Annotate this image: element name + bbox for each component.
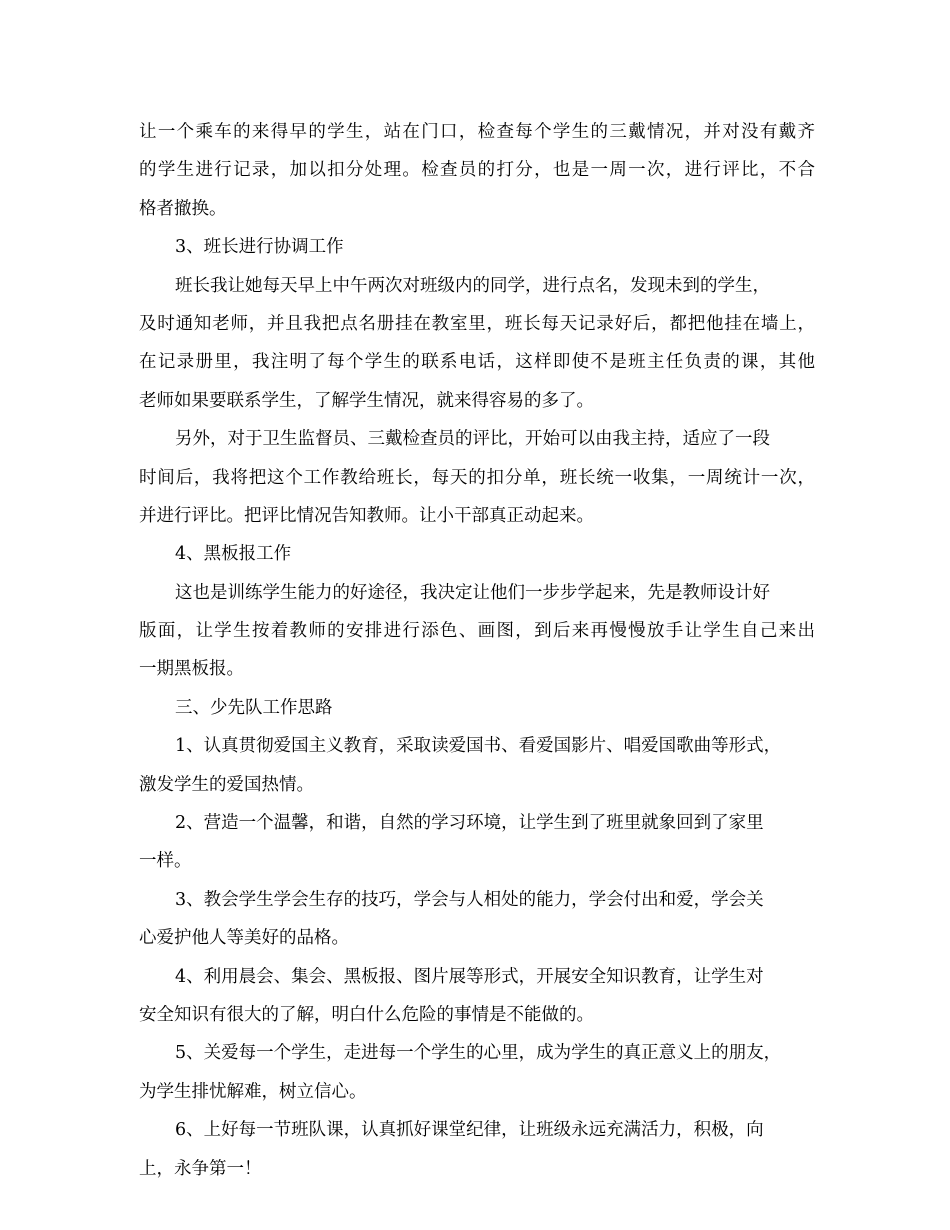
document-body — [139, 113, 815, 1188]
list-item-line: 2、营造一个温馨，和谐，自然的学习环境，让学生到了班里就象回到了家里 — [175, 813, 764, 834]
text-line: 这也是训练学生能力的好途径，我决定让他们一步步学起来，先是教师设计好 — [175, 582, 770, 603]
text-line: 时间后，我将把这个工作教给班长，每天的扣分单，班长统一收集，一周统计一次， — [139, 467, 815, 488]
list-item-line: 激发学生的爱国热情。 — [139, 774, 314, 795]
list-item-line: 一样。 — [139, 851, 192, 872]
list-item-line: 5、关爱每一个学生，走进每一个学生的心里，成为学生的真正意义上的朋友， — [175, 1043, 782, 1064]
list-item-line: 4、利用晨会、集会、黑板报、图片展等形式，开展安全知识教育，让学生对 — [175, 966, 764, 987]
text-line: 老师如果要联系学生，了解学生情况，就来得容易的多了。 — [139, 390, 594, 411]
list-item-line: 为学生排忧解难，树立信心。 — [139, 1081, 367, 1102]
text-line: 版面，让学生按着教师的安排进行添色、画图，到后来再慢慢放手让学生自己来出 — [139, 621, 815, 642]
list-item-line: 安全知识有很大的了解，明白什么危险的事情是不能做的。 — [139, 1004, 594, 1025]
text-line: 格者撤换。 — [139, 198, 227, 219]
section-heading: 4、黑板报工作 — [175, 544, 292, 565]
text-line: 另外，对于卫生监督员、三戴检查员的评比，开始可以由我主持，适应了一段 — [175, 429, 770, 450]
section-heading: 3、班长进行协调工作 — [175, 237, 344, 258]
list-item-line: 1、认真贯彻爱国主义教育，采取读爱国书、看爱国影片、唱爱国歌曲等形式， — [175, 736, 782, 757]
text-line: 并进行评比。把评比情况告知教师。让小干部真正动起来。 — [139, 505, 594, 526]
text-line: 及时通知老师，并且我把点名册挂在教室里，班长每天记录好后，都把他挂在墙上， — [139, 313, 815, 334]
list-item-line: 心爱护他人等美好的品格。 — [139, 928, 349, 949]
text-line: 让一个乘车的来得早的学生，站在门口，检查每个学生的三戴情况，并对没有戴齐 — [139, 122, 815, 142]
text-line: 的学生进行记录，加以扣分处理。检查员的打分，也是一周一次，进行评比，不合 — [139, 160, 815, 181]
text-line: 在记录册里，我注明了每个学生的联系电话，这样即使不是班主任负责的课，其他 — [139, 352, 815, 373]
list-item-line: 上，永争第一！ — [139, 1158, 262, 1179]
list-item-line: 3、教会学生学会生存的技巧，学会与人相处的能力，学会付出和爱，学会关 — [175, 889, 764, 910]
text-line: 一期黑板报。 — [139, 659, 244, 680]
section-heading: 三、少先队工作思路 — [175, 697, 333, 718]
text-line: 班长我让她每天早上中午两次对班级内的同学，进行点名，发现未到的学生， — [175, 275, 770, 296]
list-item-line: 6、上好每一节班队课，认真抓好课堂纪律，让班级永远充满活力，积极，向 — [175, 1120, 764, 1141]
